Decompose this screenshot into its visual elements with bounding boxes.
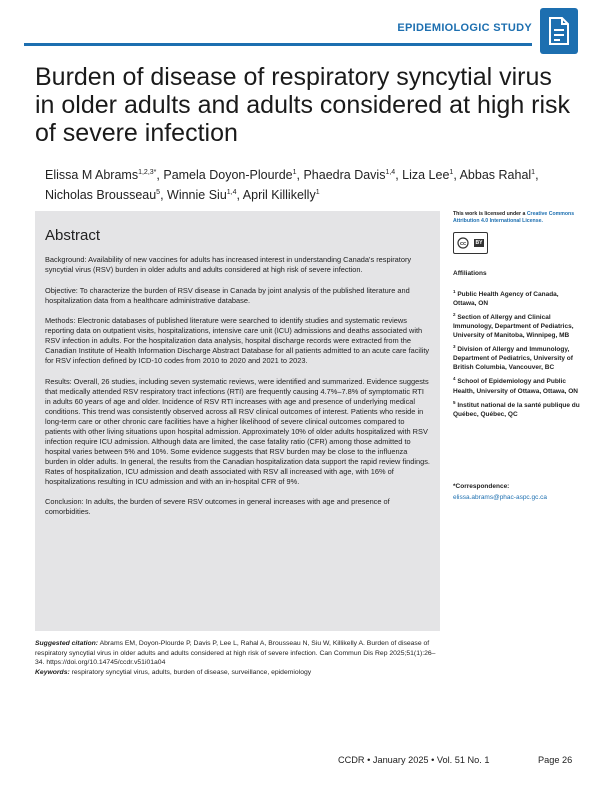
footer-journal: CCDR • January 2025 • Vol. 51 No. 1 <box>338 755 490 765</box>
citation-text: Abrams EM, Doyon-Plourde P, Davis P, Lee L, Rahal A, Brousseau N, Siu W, Killikelly A. Burden of disease of respiratory syncytial virus in older adults and adults considered at high risk of severe infection. Can Commun Dis Rep 2025;51(1):26–34. https://doi.org/10.14745/ccdr.v51i01a04 <box>35 640 436 667</box>
abstract-results: Results: Overall, 26 studies, including seven systematic reviews, were identified and summarized. Evidence suggests that medically attended RSV respiratory tract infections (RTI) are frequently causing 4.7%–7.8% of symptomatic RTI in adults 60 years of age and older. Incidence of RSV RTI increases with age and presence of underlying medical conditions. This trend was consistently observed across all RSV clinical outcomes of interest. Patients who reside in long-term care or other chronic care facilities have a higher likelihood of severe clinical outcomes compared to patients with other living situations upon hospital admission. Approximately 10% of older adults hospitalized with RSV infection require ICU admission. Although data are limited, the case fatality ratio (CFR) among those admitted to hospital varies between 5% and 10%. Some evidence suggests that RSV burden may be close to the influenza burden in older adults. In general, the results from the Canadian hospitalization data support the rapid review findings. Rates of hospitalization, ICU admission and death associated with RSV all increased with age, with 16% of hospitalizations resulting in ICU admission and with an in-hospital CFR of 9%. <box>45 376 430 486</box>
license-notice: This work is licensed under a Creative Commons Attribution 4.0 International License. <box>453 211 575 224</box>
cc-by-badge[interactable] <box>453 232 488 254</box>
author: April Killikelly$^1$ <box>242 188 320 203</box>
abstract-methods: Methods: Electronic databases of published literature were searched to identify studies and systematic reviews reporting data on outpatient visits, hospitalizations, intensive care unit (ICU) admissions and deaths associated with RSV infection in adults. For the hospitalization data analysis, hospital discharge records were extracted from the Canadian Institute of Health Information Discharge Abstract Database for all patients admitted to an acute care facility for RSV infection defined by ICD-10 codes from 2010 to 2020 and 2021 to 2023. <box>45 316 430 365</box>
author: Liza Lee$^1$ <box>402 168 454 183</box>
affiliations-heading: Affiliations <box>453 270 487 277</box>
author: Winnie Siu$^{1,4}$ <box>167 188 237 203</box>
correspondence-heading: *Correspondence: <box>453 483 510 490</box>
citation-label: Suggested citation: <box>35 640 99 647</box>
keywords-text: respiratory syncytial virus, adults, burden of disease, surveillance, epidemiology <box>71 669 312 677</box>
affiliation-item: $^4$ School of Epidemiology and Public Health, University of Ottawa, Ottawa, ON <box>453 376 578 395</box>
cc-by-label: BY <box>475 240 483 246</box>
creative-commons-icon <box>457 237 469 249</box>
sidebar <box>453 211 581 501</box>
abstract-heading: Abstract <box>45 227 101 244</box>
abstract-background: Background: Availability of new vaccines for adults has increased interest in understanding Canada's respiratory syncytial virus (RSV) burden in older adults and adults considered at high risk of severe infection. <box>45 255 412 274</box>
author: Elissa M Abrams$^{1,2,3*}$ <box>45 168 157 183</box>
author-list: Elissa M Abrams$^{1,2,3*}$, Pamela Doyon-Plourde$^1$, Phaedra Davis$^{1,4}$, Liza Lee$^1$, Abbas Rahal$^1$, Nicholas Brousseau$^5$, Winnie Siu$^{1,4}$, April Killikelly$^1$ <box>45 168 539 203</box>
section-label: EPIDEMIOLOGIC STUDY <box>397 22 532 34</box>
footer-page-number: Page 26 <box>538 755 573 765</box>
author: Pamela Doyon-Plourde$^1$ <box>163 168 297 183</box>
affiliation-item: $^5$ Institut national de la santé publique du Québec, Québec, QC <box>453 399 580 418</box>
keywords-label: Keywords: <box>35 669 70 677</box>
abstract-box <box>35 211 440 631</box>
svg-text:cc: cc <box>459 241 466 248</box>
correspondence-email[interactable]: elissa.abrams@phac-aspc.gc.ca <box>453 494 548 501</box>
affiliation-item: $^1$ Public Health Agency of Canada, Ottawa, ON <box>453 289 559 308</box>
affiliation-item: $^3$ Division of Allergy and Immunology, Department of Pediatrics, University of British Columbia, Vancouver, BC <box>453 344 573 372</box>
article-title: Burden of disease of respiratory syncytial virus in older adults and adults considered at high risk of severe infection <box>35 63 571 147</box>
author: Phaedra Davis$^{1,4}$ <box>303 168 396 183</box>
abstract-objective: Objective: To characterize the burden of RSV disease in Canada by joint analysis of the published literature and hospitalization data from a healthcare administrative database. <box>45 285 410 305</box>
author: Nicholas Brousseau$^5$ <box>45 188 161 203</box>
suggested-citation <box>35 639 440 678</box>
abstract-conclusion: Conclusion: In adults, the burden of severe RSV outcomes in general increases with age and presence of comorbidities. <box>45 497 390 516</box>
affiliation-item: $^2$ Section of Allergy and Clinical Immunology, Department of Pediatrics, University of Manitoba, Winnipeg, MB <box>453 312 574 340</box>
author: Abbas Rahal$^1$ <box>459 168 536 183</box>
license-link[interactable]: Creative Commons Attribution 4.0 International License. <box>453 211 575 224</box>
header-rule <box>24 43 532 46</box>
document-icon <box>540 8 578 54</box>
